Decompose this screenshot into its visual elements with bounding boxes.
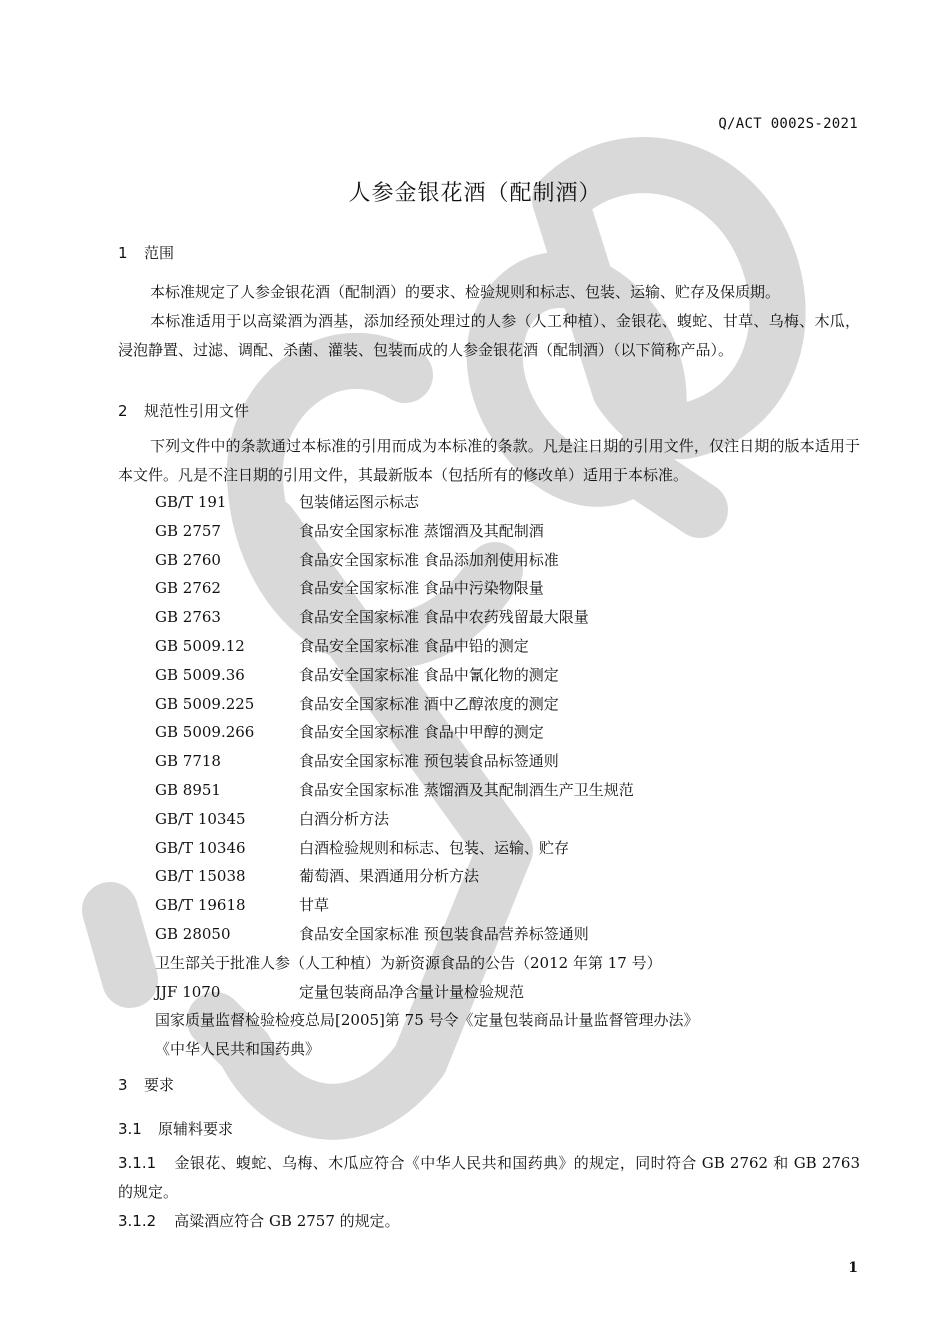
reference-item (155, 718, 699, 747)
reference-code: JJF 1070 (155, 982, 221, 1001)
section-3-heading (118, 1074, 174, 1095)
reference-title: 国家质量监督检验检疫总局[2005]第 75 号令《定量包装商品计量监督管理办法》 (155, 1011, 699, 1030)
reference-title: 白酒检验规则和标志、包装、运输、贮存 (299, 838, 570, 857)
section-1-heading (118, 242, 174, 263)
section-number: 3 (118, 1076, 128, 1094)
reference-title: 食品安全国家标准 预包装食品标签通则 (299, 752, 559, 771)
reference-title: 食品安全国家标准 食品中污染物限量 (299, 579, 544, 598)
standard-code: Q/ACT 0002S-2021 (718, 116, 858, 132)
section-1-paragraph-1: 本标准规定了人参金银花酒（配制酒）的要求、检验规则和标志、包装、运输、贮存及保质期。 (150, 283, 781, 301)
reference-title: 食品安全国家标准 蒸馏酒及其配制酒生产卫生规范 (299, 780, 634, 799)
reference-title: 卫生部关于批准人参（人工种植）为新资源食品的公告（2012 年第 17 号） (155, 953, 662, 972)
reference-item-full (155, 1035, 699, 1064)
reference-code: GB 8951 (155, 780, 221, 799)
reference-item (155, 632, 699, 661)
section-number: 1 (118, 244, 128, 262)
reference-item (155, 690, 699, 719)
section-1-paragraph-2: 本标准适用于以高粱酒为酒基，添加经预处理过的人参（人工种植）、金银花、蝮蛇、甘草、乌梅、木瓜，浸泡静置、过滤、调配、杀菌、灌装、包装而成的人参金银花酒（配制酒）（以下简称产品）。 (118, 312, 860, 359)
normative-references-list (155, 488, 699, 1064)
reference-item (155, 891, 699, 920)
section-title: 范围 (144, 244, 175, 262)
clause-3-1-2 (118, 1207, 860, 1236)
clause-3-1-1 (118, 1149, 860, 1207)
reference-item-full (155, 1006, 699, 1035)
reference-title: 食品安全国家标准 酒中乙醇浓度的测定 (299, 694, 559, 713)
reference-title: 定量包装商品净含量计量检验规范 (299, 982, 525, 1001)
reference-code: GB 2757 (155, 521, 221, 540)
reference-title: 食品安全国家标准 食品中农药残留最大限量 (299, 608, 589, 627)
reference-item-full (155, 949, 699, 978)
clause-number: 3.1.1 (118, 1154, 157, 1172)
reference-code: GB 5009.12 (155, 636, 245, 655)
reference-item (155, 978, 699, 1007)
reference-title: 食品安全国家标准 食品中甲醇的测定 (299, 723, 544, 742)
reference-title: 食品安全国家标准 食品中氰化物的测定 (299, 665, 559, 684)
reference-code: GB 2760 (155, 550, 221, 569)
section-number: 2 (118, 402, 128, 420)
reference-title: 食品安全国家标准 蒸馏酒及其配制酒 (299, 521, 544, 540)
reference-title: 包装储运图示标志 (299, 493, 420, 511)
section-title: 规范性引用文件 (144, 402, 250, 420)
reference-item (155, 574, 699, 603)
reference-code: GB 5009.225 (155, 694, 255, 713)
reference-code: GB/T 15038 (155, 867, 246, 886)
reference-item (155, 834, 699, 863)
reference-title: 《中华人民共和国药典》 (155, 1040, 321, 1059)
subsection-3-1-heading (118, 1118, 233, 1139)
reference-item (155, 517, 699, 546)
page-number: 1 (848, 1260, 858, 1276)
reference-item (155, 862, 699, 891)
reference-code: GB 28050 (155, 924, 231, 943)
clause-number: 3.1.2 (118, 1212, 157, 1230)
reference-item (155, 805, 699, 834)
reference-item (155, 546, 699, 575)
reference-item (155, 776, 699, 805)
reference-title: 葡萄酒、果酒通用分析方法 (299, 867, 480, 886)
section-title: 要求 (144, 1076, 175, 1094)
reference-item (155, 920, 699, 949)
reference-item (155, 488, 699, 517)
reference-code: GB/T 19618 (155, 896, 246, 915)
reference-code: GB 7718 (155, 752, 221, 771)
reference-title: 食品安全国家标准 食品中铅的测定 (299, 636, 529, 655)
reference-code: GB 5009.36 (155, 665, 245, 684)
clause-text: 金银花、蝮蛇、乌梅、木瓜应符合《中华人民共和国药典》的规定，同时符合 GB 2762 和 GB 2763 的规定。 (118, 1154, 860, 1201)
reference-code: GB/T 191 (155, 493, 227, 511)
section-2-heading (118, 400, 249, 421)
reference-title: 白酒分析方法 (299, 809, 390, 828)
reference-item (155, 661, 699, 690)
reference-code: GB/T 10346 (155, 838, 246, 857)
reference-code: GB 2762 (155, 579, 221, 598)
reference-code: GB 2763 (155, 608, 221, 627)
clause-text: 高粱酒应符合 GB 2757 的规定。 (174, 1212, 400, 1230)
subsection-title: 原辅料要求 (158, 1120, 234, 1138)
reference-item (155, 747, 699, 776)
reference-title: 食品安全国家标准 预包装食品营养标签通则 (299, 924, 589, 943)
document-title: 人参金银花酒（配制酒） (348, 181, 602, 206)
reference-code: GB/T 10345 (155, 809, 246, 828)
reference-title: 甘草 (299, 896, 330, 915)
section-2-paragraph-1: 下列文件中的条款通过本标准的引用而成为本标准的条款。凡是注日期的引用文件，仅注日期的版本适用于本文件。凡是不注日期的引用文件，其最新版本（包括所有的修改单）适用于本标准。 (118, 437, 860, 484)
subsection-number: 3.1 (118, 1120, 142, 1138)
reference-item (155, 603, 699, 632)
reference-title: 食品安全国家标准 食品添加剂使用标准 (299, 550, 559, 569)
reference-code: GB 5009.266 (155, 723, 255, 742)
